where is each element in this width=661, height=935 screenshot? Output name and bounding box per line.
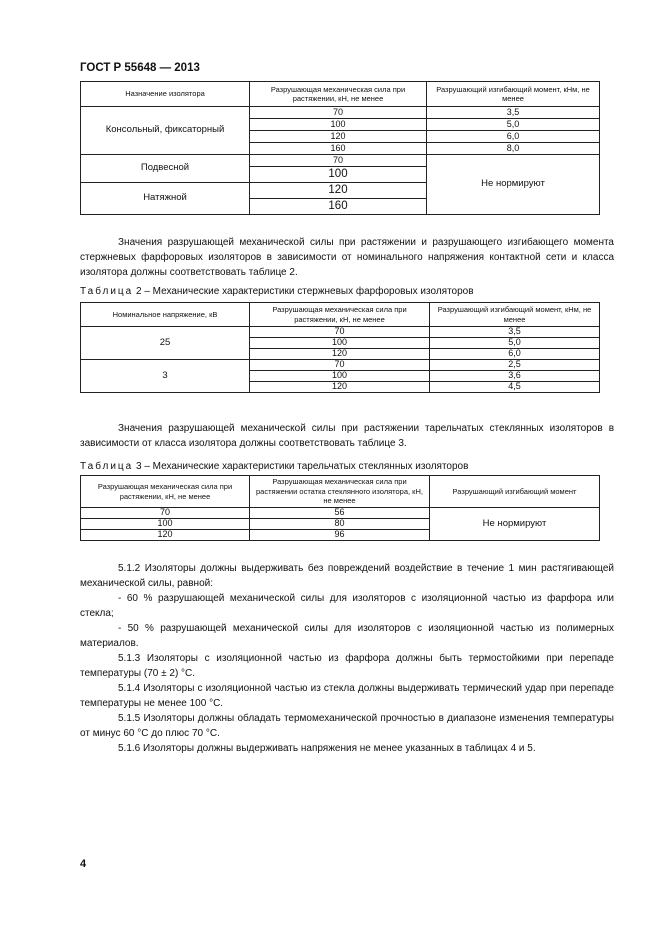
table-3 [80,475,600,541]
body-paragraph: - 60 % разрушающей механической силы для изоляторов с изоляционной частью из фарфора или стекла; [80,593,614,619]
table-2-cell: 3,6 [430,371,600,382]
table-3-caption-text: 3 – Механические характеристики тарельчатых стеклянных изоляторов [136,461,469,472]
table-1-cell: 8,0 [427,143,600,155]
table-1-group-label: Натяжной [81,183,250,215]
table-2-cell: 120 [250,349,430,360]
table-2-header-moment: Разрушающий изгибающий момент, кНм, не менее [430,303,600,327]
page-number: 4 [80,858,87,870]
table-3-not-normalized: Не нормируют [430,508,600,541]
table-2-caption-text: 2 – Механические характеристики стержневых фарфоровых изоляторов [136,286,474,297]
table-1 [80,81,600,215]
table-2-voltage: 25 [81,327,250,360]
table-1-not-normalized: Не нормируют [427,155,600,215]
table-1-cell: 3,5 [427,107,600,119]
table-1-cell: 6,0 [427,131,600,143]
table-2-cell: 6,0 [430,349,600,360]
table-1-cell: 120 [250,183,427,199]
table-1-cell: 5,0 [427,119,600,131]
table-3-caption [80,461,468,472]
table-1-cell: 160 [250,199,427,215]
body-paragraph: 5.1.2 Изоляторы должны выдерживать без повреждений воздействие в течение 1 мин растягивающей механической силы, равной: [80,563,614,589]
paragraph-1: Значения разрушающей механической силы при растяжении и разрушающего изгибающего момента стержневых фарфоровых изоляторов в зависимости от номинального напряжения контактной сети и класса изолятора должны соответствовать таблице 2. [80,237,614,278]
table-1-cell: 100 [250,119,427,131]
table-3-header-residual-force: Разрушающая механическая сила при растяжении остатка стеклянного изолятора, кН, не менее [250,476,430,508]
table-2-cell: 3,5 [430,327,600,338]
table-2-cell: 70 [250,360,430,371]
table-3-header-force: Разрушающая механическая сила при растяжении, кН, не менее [81,476,250,508]
table-2 [80,302,600,393]
table-2-cell: 5,0 [430,338,600,349]
table-1-cell: 100 [250,167,427,183]
table-2-cell: 4,5 [430,382,600,393]
table-2-cell: 100 [250,338,430,349]
table-1-header-moment: Разрушающий изгибающий момент, кНм, не менее [427,82,600,107]
table-3-cell: 70 [81,508,250,519]
body-text [80,561,614,756]
paragraph-2: Значения разрушающей механической силы при растяжении тарельчатых стеклянных изоляторов в зависимости от класса изолятора должны соответствовать таблице 3. [80,423,614,449]
table-3-caption-word: Таблица [80,461,134,472]
table-3-cell: 56 [250,508,430,519]
body-paragraph: 5.1.6 Изоляторы должны выдерживать напряжения не менее указанных в таблицах 4 и 5. [118,743,536,754]
table-2-header-voltage: Номинальное напряжение, кВ [81,303,250,327]
document-header: ГОСТ Р 55648 — 2013 [80,62,200,74]
body-paragraph: 5.1.4 Изоляторы с изоляционной частью из стекла должны выдерживать термический удар при перепаде температуры не менее 100 °С. [80,683,614,709]
table-2-cell: 70 [250,327,430,338]
table-2-caption [80,286,474,297]
table-2-caption-word: Таблица [80,286,134,297]
table-3-cell: 80 [250,519,430,530]
table-2-cell: 120 [250,382,430,393]
table-3-cell: 100 [81,519,250,530]
table-1-cell: 70 [250,107,427,119]
body-paragraph: - 50 % разрушающей механической силы для изоляторов с изоляционной частью из полимерных материалов. [80,623,614,649]
table-3-cell: 96 [250,530,430,541]
table-3-cell: 120 [81,530,250,541]
body-paragraph: 5.1.5 Изоляторы должны обладать термомеханической прочностью в диапазоне изменения температуры от минус 60 °С до плюс 70 °С. [80,713,614,739]
table-1-header-purpose: Назначение изолятора [81,82,250,107]
table-2-cell: 2,5 [430,360,600,371]
table-3-header-moment: Разрушающий изгибающий момент [430,476,600,508]
table-1-group-label: Консольный, фиксаторный [81,107,250,155]
table-2-header-force: Разрушающая механическая сила при растяжении, кН, не менее [250,303,430,327]
table-2-cell: 100 [250,371,430,382]
table-2-voltage: 3 [81,360,250,393]
table-1-header-force: Разрушающая механическая сила при растяжении, кН, не менее [250,82,427,107]
table-1-cell: 70 [250,155,427,167]
table-1-cell: 160 [250,143,427,155]
table-1-group-label: Подвесной [81,155,250,183]
table-1-cell: 120 [250,131,427,143]
body-paragraph: 5.1.3 Изоляторы с изоляционной частью из фарфора должны быть термостойкими при перепаде температуры (70 ± 2) °С. [80,653,614,679]
